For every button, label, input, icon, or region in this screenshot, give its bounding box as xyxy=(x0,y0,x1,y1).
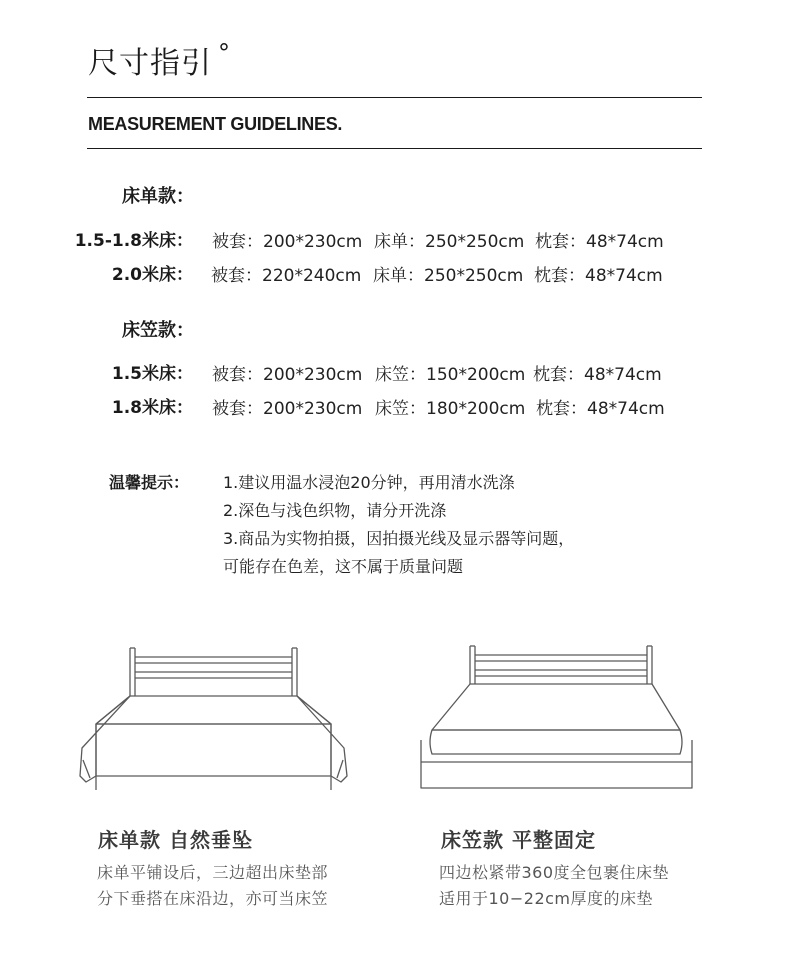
row-label: 1.5米床： xyxy=(111,364,193,384)
row-label: 2.0米床： xyxy=(111,265,193,285)
fitted-sheet-caption-title: 床笠款 平整固定 xyxy=(441,828,596,852)
fitted-sheet-size: 床笠：150*200cm xyxy=(375,365,526,385)
duvet-size: 被套：220*240cm xyxy=(211,266,362,286)
degree-mark: ° xyxy=(218,39,231,67)
pillowcase-size: 枕套：48*74cm xyxy=(534,266,663,286)
fitted-sheet-caption-line: 四边松紧带360度全包裹住床垫 xyxy=(439,863,670,882)
tip-line: 可能存在色差，这不属于质量问题 xyxy=(223,557,464,576)
row-label: 1.5-1.8米床： xyxy=(74,231,193,251)
row-label: 1.8米床： xyxy=(111,398,193,418)
tips-label: 温馨提示： xyxy=(109,473,190,492)
pillowcase-size: 枕套：48*74cm xyxy=(533,365,662,385)
sheet-size: 床单：250*250cm xyxy=(374,232,525,252)
sheet-size: 床单：250*250cm xyxy=(373,266,524,286)
page-subtitle: MEASUREMENT GUIDELINES. xyxy=(88,114,343,134)
fitted-sheet-size: 床笠：180*200cm xyxy=(375,399,526,419)
duvet-size: 被套：200*230cm xyxy=(212,365,363,385)
tip-line: 2.深色与浅色织物，请分开洗涤 xyxy=(223,501,447,520)
pillowcase-size: 枕套：48*74cm xyxy=(535,232,664,252)
flat-sheet-caption-line: 分下垂搭在床沿边，亦可当床笠 xyxy=(97,889,329,908)
fitted-sheet-caption-line: 适用于10−22cm厚度的床垫 xyxy=(439,889,654,908)
flat-sheet-caption-title: 床单款 自然垂坠 xyxy=(98,828,253,852)
tip-line: 3.商品为实物拍摄，因拍摄光线及显示器等问题， xyxy=(223,529,575,548)
page-title-text: 尺寸指引 xyxy=(88,46,212,81)
fitted-sheet-heading: 床笠款： xyxy=(122,320,194,341)
duvet-size: 被套：200*230cm xyxy=(212,232,363,252)
duvet-size: 被套：200*230cm xyxy=(212,399,363,419)
flat-sheet-caption-line: 床单平铺设后，三边超出床垫部 xyxy=(97,863,329,882)
flat-sheet-heading: 床单款： xyxy=(122,186,194,207)
tip-line: 1.建议用温水浸泡20分钟，再用清水洗涤 xyxy=(223,473,515,492)
pillowcase-size: 枕套：48*74cm xyxy=(536,399,665,419)
